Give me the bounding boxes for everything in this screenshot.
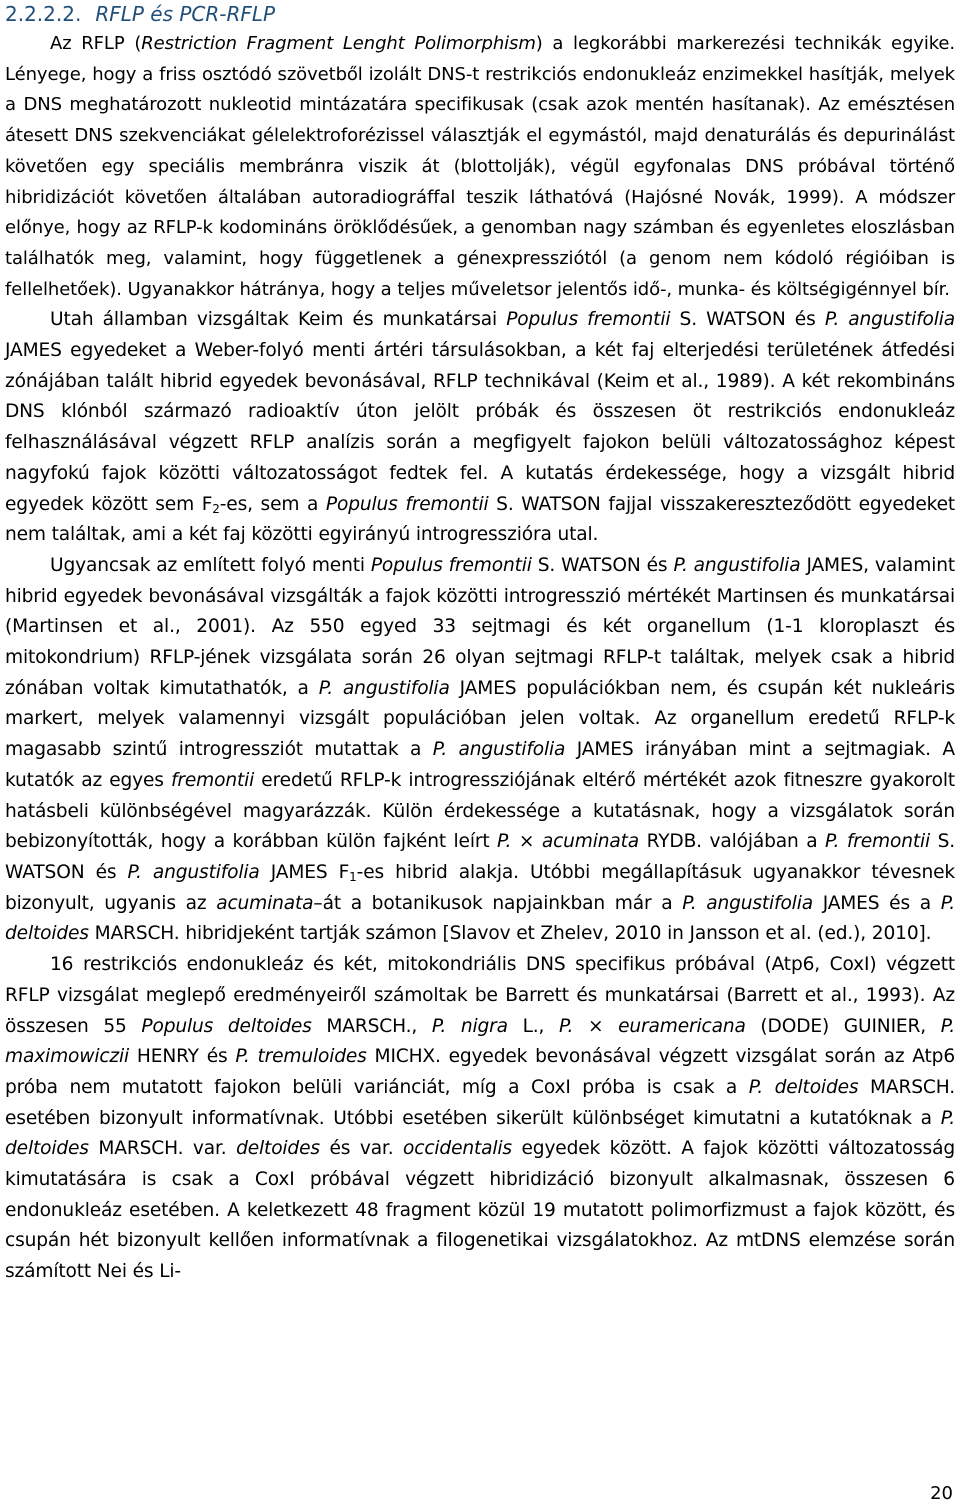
text-run: HENRY és <box>129 1046 236 1068</box>
italic-text-run: Restriction Fragment Lenght Polimorphism <box>141 33 536 54</box>
text-run: S. WATSON és <box>531 554 674 576</box>
italic-text-run: P. maximowiczii <box>5 1015 955 1068</box>
italic-text-run: P. × euramericana <box>559 1015 746 1037</box>
italic-text-run: P. angustifolia <box>682 892 813 914</box>
italic-text-run: Populus deltoides <box>141 1015 312 1037</box>
italic-text-run: fremontii <box>170 769 255 791</box>
text-run: MICHX. egyedek bevonásával végzett vizsgálat során az Atp6 próba nem mutatott fajokon belüli variánciát, míg a CoxI próba is csak a <box>5 1046 956 1098</box>
text-run: eredetű RFLP-k introgressziójának eltérő mértékét azok fitneszre gyakorolt hatásbeli különbségével magyarázzák. Külön érdekessége a kutatásnak, hogy a vizsgálatok során bebizonyították, hogy a korábban külön fajként leírt <box>5 769 955 853</box>
italic-text-run: P. angustifolia <box>318 677 450 699</box>
italic-text-run: occidentalis <box>403 1138 512 1160</box>
italic-text-run: acuminata <box>216 892 314 914</box>
italic-text-run: P. deltoides <box>748 1076 859 1098</box>
section-number: 2.2.2.2. <box>5 2 82 26</box>
text-run: JAMES F <box>259 861 350 883</box>
italic-text-run: P. angustifolia <box>127 861 260 883</box>
text-run: –át a botanikusok napjainkban már a <box>313 892 683 914</box>
text-run: S. WATSON és <box>5 831 955 883</box>
italic-text-run: P. fremontii <box>825 831 931 853</box>
italic-text-run: P. angustifolia <box>432 739 566 761</box>
italic-text-run: P. × acuminata <box>497 831 640 853</box>
paragraph <box>5 305 955 551</box>
text-run: JAMES és a <box>812 892 941 914</box>
paragraph <box>5 950 955 1288</box>
text-run: L., <box>507 1015 560 1037</box>
text-run: és var. <box>319 1138 404 1160</box>
paragraph <box>5 551 955 950</box>
text-run: RYDB. valójában a <box>639 831 826 853</box>
document-page <box>5 0 955 1288</box>
text-run: (DODE) GUINIER, <box>745 1015 941 1037</box>
text-run: egyedek között. A fajok közötti változatosság kimutatására is csak a CoxI próbával végzett hibridizáció bizonyult alkalmasnak, összesen 6 endonukleáz esetében. A keletkezett 48 fragment közül 19 mutatott polimorfizmust a fajok között, és csupán hét bizonyult kellően informatívnak a filogenetikai vizsgálatokhoz. Az mtDNS elemzése során számított Nei és Li- <box>5 1138 955 1283</box>
text-run: S. WATSON és <box>670 309 825 331</box>
text-run: ) a legkorábbi markerezési technikák egyike. Lényege, hogy a friss osztódó szövetből izolált DNS-t restrikciós endonukleáz enzimekkel hasítják, melyek a DNS meghatározott nukleotid mintázatára specifikusak (csak azok mentén hasítanak). Az emésztésen átesett DNS szekvenciákat gélelektroforézissel választják el egymástól, majd denaturálás és depurinálást követően egy speciális membránra viszik át (blottolják), végül egyfonalas DNS próbával történő hibridizációt követően általában autoradiográffal teszik láthatóvá (Hajósné Novák, 1999). A módszer előnye, hogy az RFLP-k kodomináns öröklődésűek, a genomban nagy számban és egyenletes eloszlásban találhatók meg, valamint, hogy függetlenek a génexpressziótól (a genom nem kódoló régióiban is fellelhetőek). Ugyanakkor hátránya, hogy a teljes műveletsor jelentős idő-, munka- és költségigénnyel bír. <box>5 33 956 300</box>
text-run: Utah államban vizsgáltak Keim és munkatársai <box>50 309 507 331</box>
subscript-text: 2 <box>212 501 220 516</box>
subscript-text: 1 <box>349 869 357 884</box>
text-run: MARSCH. esetében bizonyult informatívnak. Utóbbi esetében sikerült különbséget kimutatni a kutatóknak a <box>5 1076 955 1129</box>
text-run: -es, sem a <box>219 493 326 515</box>
italic-text-run: P. nigra <box>431 1015 508 1037</box>
text-run: S. WATSON fajjal visszakereszteződött egyedeket nem találtak, ami a két faj közötti egyirányú introgresszióra utal. <box>5 493 955 546</box>
italic-text-run: P. tremuloides <box>235 1046 367 1068</box>
text-run: 16 restrikciós endonukleáz és két, mitokondriális DNS specifikus próbával (Atp6, CoxI) végzett RFLP vizsgálat meglepő eredményeiről számoltak be Barrett és munkatársai (Barrett et al., 1993). Az összesen 55 <box>5 954 955 1037</box>
italic-text-run: deltoides <box>236 1138 320 1160</box>
italic-text-run: P. angustifolia <box>824 309 956 331</box>
text-run: Az RFLP ( <box>50 33 142 54</box>
text-run: MARSCH. hibridjeként tartják számon [Slavov et Zhelev, 2010 in Jansson et al. (ed.), 2010]. <box>88 923 932 945</box>
text-run: JAMES, valamint hibrid egyedek bevonásával vizsgálták a fajok közötti introgresszió mértékét Martinsen és munkatársai (Martinsen et al., 2001). Az 550 egyed 33 sejtmagi és két organellum (1-1 kloroplaszt és mitokondrium) RFLP-jének vizsgálata során 26 olyan sejtmagi RFLP-t találtak, melyek csak a hibrid zónában voltak kimutathatók, a <box>5 554 956 699</box>
text-run: JAMES irányában mint a sejtmagiak. A kutatók az egyes <box>5 739 955 791</box>
text-run: MARSCH., <box>311 1015 432 1037</box>
italic-text-run: P. deltoides <box>5 1107 955 1160</box>
italic-text-run: Populus fremontii <box>370 554 532 576</box>
text-run: JAMES populációkban nem, és csupán két nukleáris markert, melyek valamennyi vizsgált populációban jelen voltak. Az organellum eredetű RFLP-k magasabb szintű introgressziót mutattak a <box>5 677 956 761</box>
text-run: -es hibrid alakja. Utóbbi megállapításuk ugyanakkor tévesnek bizonyult, ugyanis az <box>5 861 956 914</box>
text-run: Ugyancsak az említett folyó menti <box>50 554 371 576</box>
section-heading <box>5 0 955 29</box>
paragraph <box>5 29 955 305</box>
italic-text-run: Populus fremontii <box>325 493 489 515</box>
text-run: MARSCH. var. <box>88 1138 237 1160</box>
text-run: JAMES egyedeket a Weber-folyó menti ártéri társulásokban, a két faj elterjedési területének átfedési zónájában talált hibrid egyedek bevonásával, RFLP technikával (Keim et al., 1989). A két rekombináns DNS klónból származó radioaktív úton jelölt próbák és összesen öt restrikciós endonukleáz felhasználásával végzett RFLP analízis során a megfigyelt fajokon belüli változatossághoz képest nagyfokú fajok közötti változatosságot fedtek fel. A kutatás érdekessége, hogy a vizsgált hibrid egyedek között sem F <box>5 340 955 515</box>
italic-text-run: Populus fremontii <box>506 309 671 331</box>
section-title: RFLP és PCR-RFLP <box>95 2 276 26</box>
italic-text-run: P. angustifolia <box>673 554 801 576</box>
italic-text-run: P. deltoides <box>5 892 955 945</box>
page-number: 20 <box>930 1483 953 1504</box>
